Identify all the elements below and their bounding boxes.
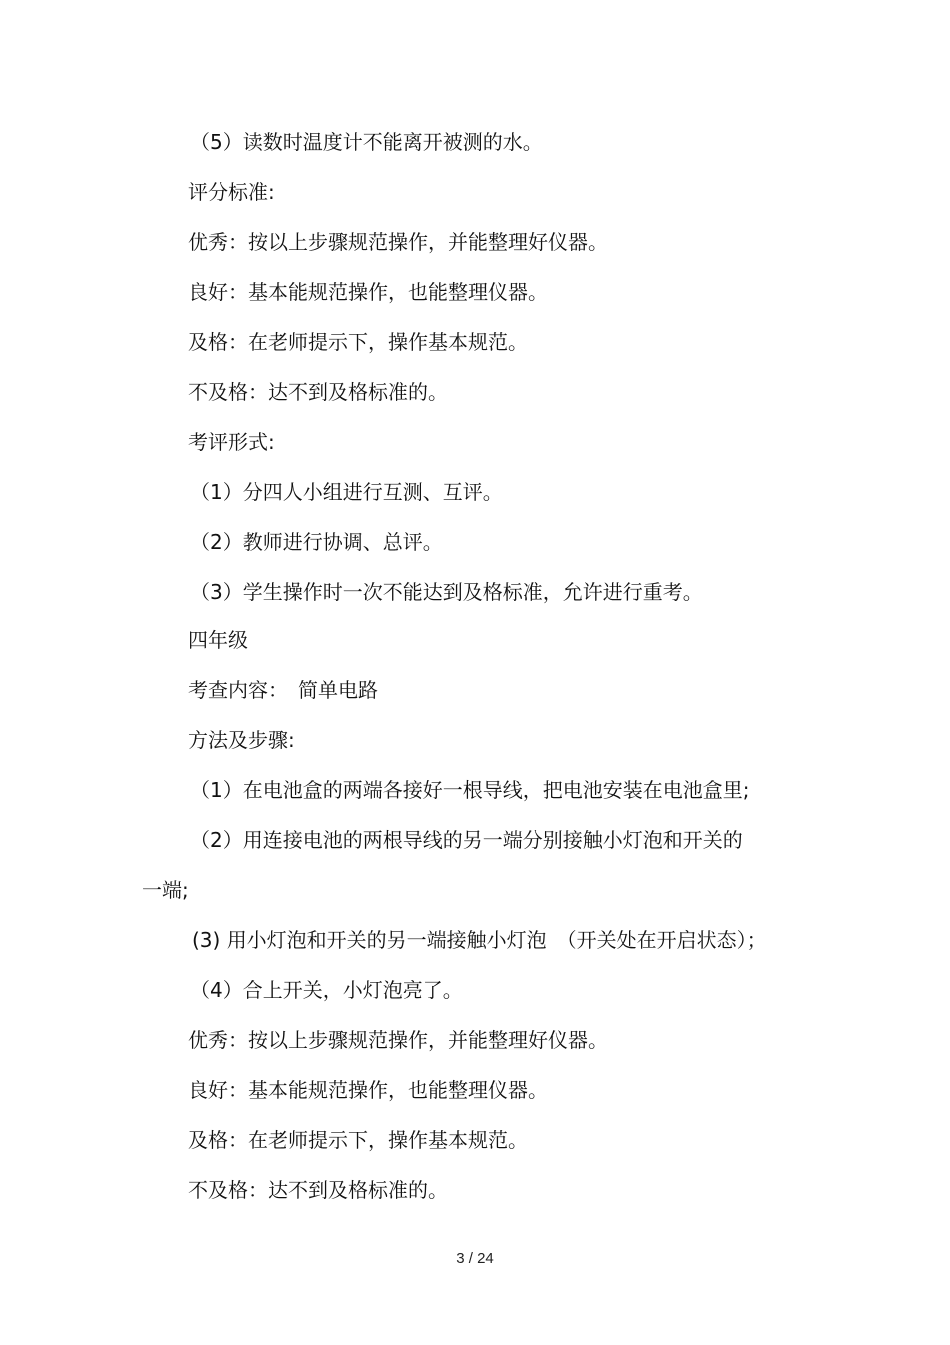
evaluation-item-1: （1）分四人小组进行互测、互评。	[190, 480, 503, 504]
method-step-4: （4）合上开关，小灯泡亮了。	[190, 978, 463, 1002]
grade-fail-2: 不及格：达不到及格标准的。	[188, 1178, 448, 1202]
grade-four-heading: 四年级	[188, 628, 248, 652]
grade-fail: 不及格：达不到及格标准的。	[188, 380, 448, 404]
grade-good: 良好：基本能规范操作，也能整理仪器。	[188, 280, 548, 304]
grade-good-2: 良好：基本能规范操作，也能整理仪器。	[188, 1078, 548, 1102]
evaluation-item-2: （2）教师进行协调、总评。	[190, 530, 443, 554]
method-step-2-continued: 一端;	[142, 878, 189, 902]
method-step-1: （1）在电池盒的两端各接好一根导线，把电池安装在电池盒里;	[190, 778, 750, 802]
grade-excellent: 优秀：按以上步骤规范操作，并能整理好仪器。	[188, 230, 608, 254]
grade-excellent-2: 优秀：按以上步骤规范操作，并能整理好仪器。	[188, 1028, 608, 1052]
exam-content: 考查内容： 简单电路	[188, 678, 378, 702]
method-steps-heading: 方法及步骤:	[188, 728, 295, 752]
evaluation-item-3: （3）学生操作时一次不能达到及格标准，允许进行重考。	[190, 580, 703, 604]
page-number: 3 / 24	[456, 1250, 494, 1267]
method-step-2: （2）用连接电池的两根导线的另一端分别接触小灯泡和开关的	[190, 828, 743, 852]
step-5-text: （5）读数时温度计不能离开被测的水。	[190, 130, 543, 154]
scoring-criteria-heading: 评分标准:	[188, 180, 275, 204]
evaluation-form-heading: 考评形式:	[188, 430, 275, 454]
grade-pass: 及格：在老师提示下，操作基本规范。	[188, 330, 528, 354]
grade-pass-2: 及格：在老师提示下，操作基本规范。	[188, 1128, 528, 1152]
method-step-3: (3) 用小灯泡和开关的另一端接触小灯泡 （开关处在开启状态）；	[192, 928, 767, 952]
